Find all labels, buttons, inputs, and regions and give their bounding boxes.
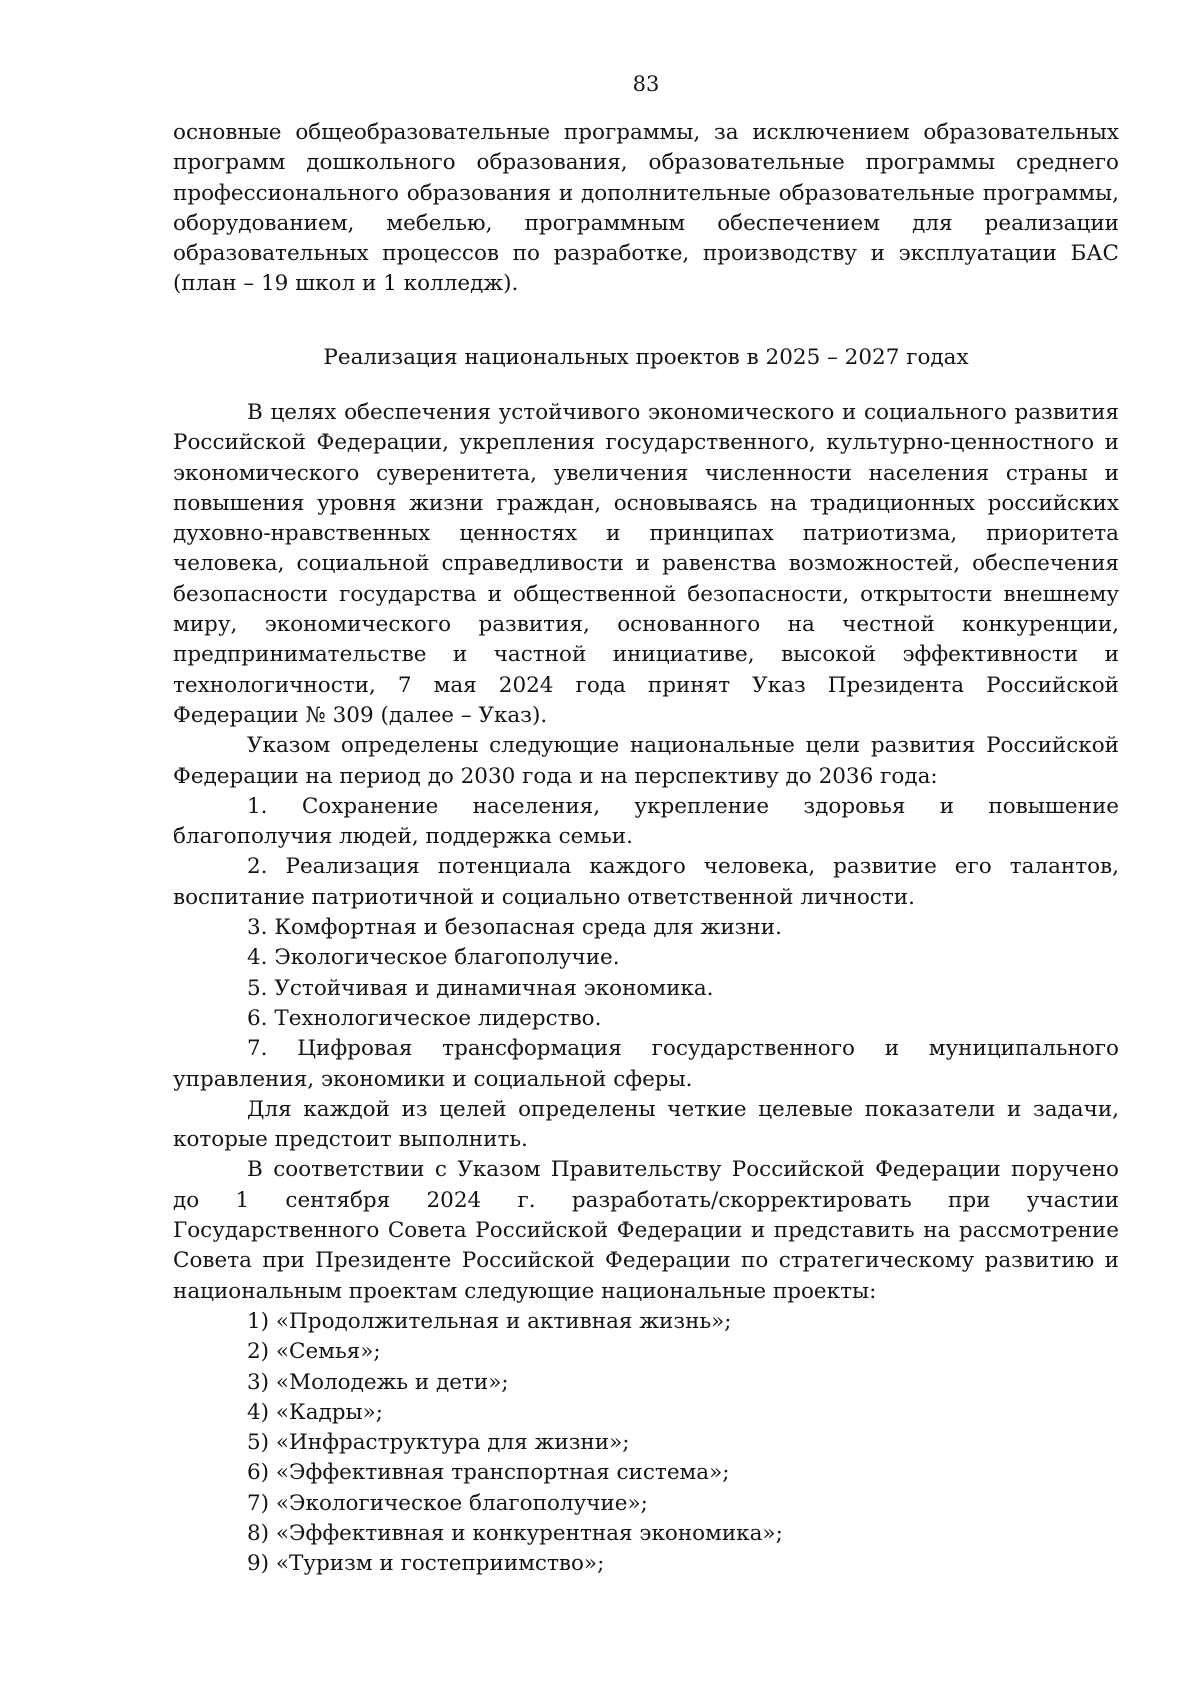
national-goal-item: 6. Технологическое лидерство. — [247, 1005, 602, 1031]
body-paragraph: Указом определены следующие национальные цели развития Российской Федерации на период до 2030 года и на перспективу до 2036 года: — [173, 733, 1119, 789]
national-project-item: 2) «Семья»; — [247, 1339, 381, 1365]
national-goal-item: 3. Комфортная и безопасная среда для жизни. — [247, 915, 782, 941]
national-project-item: 8) «Эффективная и конкурентная экономика»; — [247, 1520, 783, 1546]
national-project-item: 7) «Экологическое благополучие»; — [247, 1490, 648, 1516]
national-goal-item: 4. Экологическое благополучие. — [247, 945, 620, 971]
national-goal-item: 5. Устойчивая и динамичная экономика. — [247, 975, 714, 1001]
section-heading: Реализация национальных проектов в 2025 – 2027 годах — [323, 345, 969, 370]
page-number: 83 — [632, 72, 660, 96]
national-project-item: 1) «Продолжительная и активная жизнь»; — [247, 1308, 732, 1334]
national-goal-item: 7. Цифровая трансформация государственного и муниципального управления, экономики и социальной сферы. — [173, 1036, 1119, 1092]
body-paragraph: Для каждой из целей определены четкие целевые показатели и задачи, которые предстоит выполнить. — [173, 1096, 1119, 1153]
main-body — [173, 398, 1119, 1580]
body-paragraph: В целях обеспечения устойчивого экономического и социального развития Российской Федерации, укрепления государственного, культурно-ценностного и экономического суверенитета, увеличения численности населения страны и повышения уровня жизни граждан, основываясь на традиционных российских духовно-нравственных ценностях и принципах патриотизма, приоритета человека, социальной справедливости и равенства возможностей, обеспечения безопасности государства и общественной безопасности, открытости внешнему миру, экономического развития, основанного на честной конкуренции, предпринимательстве и частной инициативе, высокой эффективности и технологичности, 7 мая 2024 года принят Указ Президента Российской Федерации № 309 (далее – Указ). — [173, 400, 1119, 728]
national-project-item: 6) «Эффективная транспортная система»; — [247, 1460, 730, 1486]
national-project-item: 9) «Туризм и гостеприимство»; — [247, 1551, 605, 1577]
intro-block — [173, 118, 1119, 300]
body-paragraph: В соответствии с Указом Правительству Российской Федерации поручено до 1 сентября 2024 г. разработать/скорректировать при участии Государственного Совета Российской Федерации и представить на рассмотрение Совета при Президенте Российской Федерации по стратегическому развитию и национальным проектам следующие национальные проекты: — [173, 1157, 1119, 1304]
national-goal-item: 1. Сохранение населения, укрепление здоровья и повышение благополучия людей, поддержка семьи. — [173, 793, 1119, 850]
intro-paragraph: основные общеобразовательные программы, за исключением образовательных программ дошкольного образования, образовательные программы среднего профессионального образования и дополнительные образовательные программы, оборудованием, мебелью, программным обеспечением для реализации образовательных процессов по разработке, производству и эксплуатации БАС (план – 19 школ и 1 колледж). — [173, 120, 1119, 297]
national-project-item: 5) «Инфраструктура для жизни»; — [247, 1430, 630, 1456]
national-goal-item: 2. Реализация потенциала каждого человека, развитие его талантов, воспитание патриотичной и социально ответственной личности. — [173, 854, 1119, 910]
national-project-item: 3) «Молодежь и дети»; — [247, 1369, 509, 1395]
national-project-item: 4) «Кадры»; — [247, 1399, 384, 1425]
